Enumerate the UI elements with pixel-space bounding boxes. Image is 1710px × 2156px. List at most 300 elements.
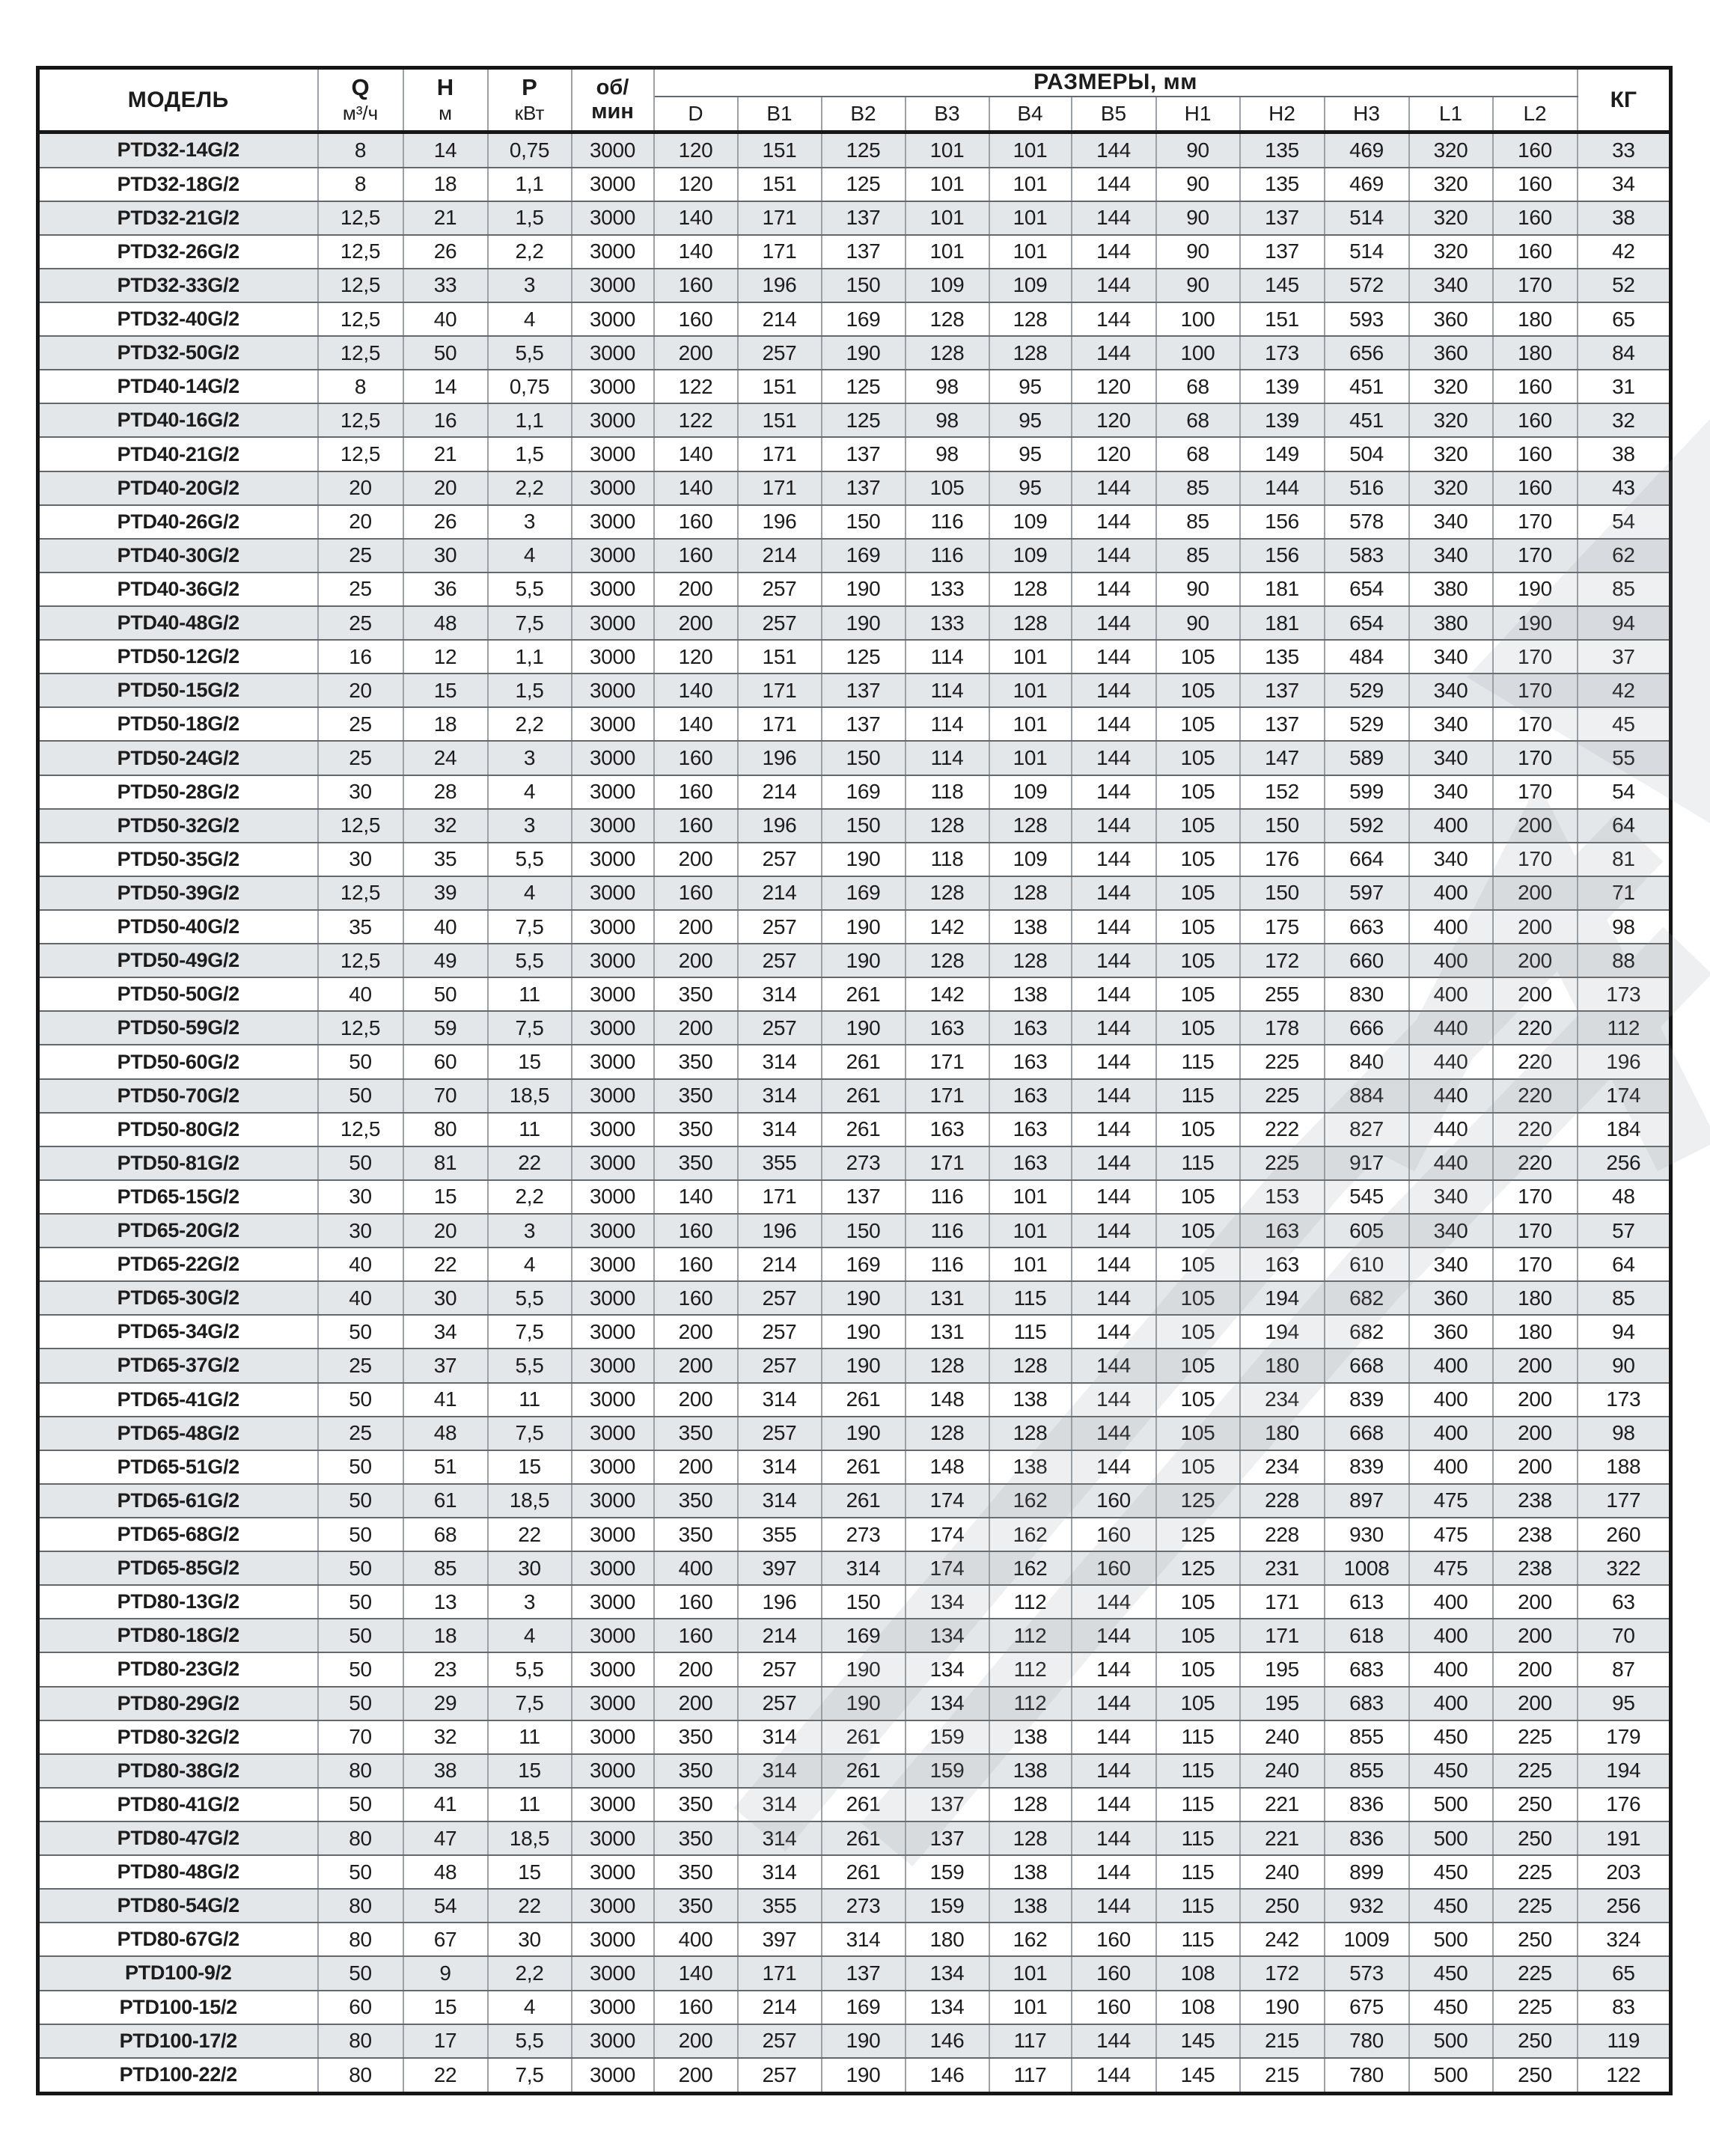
cell-value: 221	[1240, 1821, 1325, 1855]
cell-value: 160	[1493, 370, 1578, 403]
header-rpm	[572, 68, 654, 132]
cell-value: 90	[1156, 201, 1240, 235]
cell-value: 50	[403, 977, 488, 1011]
table-row	[38, 1956, 1671, 1990]
cell-value: 450	[1409, 1956, 1493, 1990]
cell-value: 8	[318, 132, 403, 168]
cell-value: 3000	[572, 1551, 654, 1585]
cell-value: 340	[1409, 843, 1493, 876]
header-p-label: Р	[522, 74, 537, 101]
cell-value: 151	[1240, 302, 1325, 336]
cell-value: 400	[1409, 809, 1493, 843]
table-row	[38, 741, 1671, 775]
cell-value: 68	[1156, 403, 1240, 437]
cell-value: 116	[906, 1214, 989, 1248]
cell-value: 3000	[572, 707, 654, 741]
cell-value: 190	[822, 336, 906, 370]
cell-model: PTD50-15G/2	[38, 674, 318, 707]
cell-value: 25	[318, 572, 403, 606]
cell-value: 170	[1493, 674, 1578, 707]
cell-value: 196	[738, 741, 822, 775]
cell-value: 450	[1409, 1754, 1493, 1788]
cell-value: 225	[1240, 1045, 1325, 1078]
cell-value: 170	[1493, 1180, 1578, 1214]
cell-value: 37	[403, 1349, 488, 1382]
cell-value: 324	[1578, 1923, 1671, 1956]
cell-value: 148	[906, 1383, 989, 1417]
cell-value: 3000	[572, 876, 654, 910]
cell-value: 4	[488, 1991, 572, 2024]
cell-value: 234	[1240, 1383, 1325, 1417]
cell-value: 163	[989, 1079, 1072, 1113]
cell-value: 3000	[572, 1349, 654, 1382]
cell-value: 504	[1325, 437, 1409, 471]
cell-value: 142	[906, 910, 989, 944]
cell-value: 105	[1156, 1180, 1240, 1214]
cell-value: 440	[1409, 1113, 1493, 1146]
cell-value: 12,5	[318, 201, 403, 235]
cell-value: 144	[1072, 1214, 1156, 1248]
cell-value: 225	[1493, 1991, 1578, 2024]
cell-value: 3000	[572, 1991, 654, 2024]
cell-value: 214	[738, 876, 822, 910]
cell-value: 50	[318, 1045, 403, 1078]
cell-value: 144	[1072, 1889, 1156, 1923]
cell-model: PTD50-40G/2	[38, 910, 318, 944]
cell-value: 656	[1325, 336, 1409, 370]
cell-value: 144	[1072, 809, 1156, 843]
cell-value: 146	[906, 2058, 989, 2094]
cell-value: 780	[1325, 2024, 1409, 2058]
cell-value: 350	[654, 1146, 738, 1180]
cell-value: 32	[403, 809, 488, 843]
cell-value: 29	[403, 1687, 488, 1720]
cell-value: 400	[1409, 1383, 1493, 1417]
cell-value: 109	[989, 269, 1072, 302]
cell-value: 400	[654, 1923, 738, 1956]
cell-value: 160	[654, 1619, 738, 1652]
cell-value: 451	[1325, 403, 1409, 437]
cell-value: 163	[906, 1011, 989, 1045]
cell-value: 3000	[572, 1417, 654, 1450]
cell-value: 28	[403, 775, 488, 809]
cell-value: 171	[738, 235, 822, 269]
cell-value: 190	[822, 1281, 906, 1315]
cell-value: 855	[1325, 1720, 1409, 1754]
cell-value: 105	[1156, 876, 1240, 910]
cell-value: 469	[1325, 168, 1409, 201]
cell-value: 340	[1409, 1214, 1493, 1248]
table-row	[38, 269, 1671, 302]
cell-value: 0,75	[488, 132, 572, 168]
cell-value: 400	[1409, 1687, 1493, 1720]
cell-value: 1,5	[488, 674, 572, 707]
cell-value: 42	[1578, 235, 1671, 269]
cell-value: 7,5	[488, 1011, 572, 1045]
cell-value: 682	[1325, 1281, 1409, 1315]
cell-model: PTD50-28G/2	[38, 775, 318, 809]
cell-value: 257	[738, 1281, 822, 1315]
cell-value: 150	[1240, 809, 1325, 843]
cell-value: 257	[738, 1315, 822, 1349]
cell-value: 151	[738, 168, 822, 201]
cell-value: 159	[906, 1754, 989, 1788]
cell-value: 105	[1156, 1113, 1240, 1146]
cell-value: 195	[1240, 1687, 1325, 1720]
cell-value: 314	[738, 1855, 822, 1889]
cell-value: 171	[906, 1146, 989, 1180]
cell-value: 17	[403, 2024, 488, 2058]
cell-value: 151	[738, 132, 822, 168]
table-row	[38, 1248, 1671, 1281]
cell-model: PTD32-40G/2	[38, 302, 318, 336]
cell-value: 250	[1493, 1788, 1578, 1821]
cell-value: 190	[822, 1011, 906, 1045]
cell-value: 122	[654, 403, 738, 437]
cell-value: 144	[1072, 539, 1156, 572]
cell-value: 128	[906, 944, 989, 977]
cell-value: 2,2	[488, 1956, 572, 1990]
cell-value: 160	[654, 302, 738, 336]
cell-value: 144	[1072, 843, 1156, 876]
cell-value: 101	[989, 741, 1072, 775]
cell-value: 484	[1325, 640, 1409, 674]
cell-value: 11	[488, 977, 572, 1011]
cell-value: 250	[1493, 1821, 1578, 1855]
cell-value: 1,5	[488, 201, 572, 235]
cell-value: 137	[822, 674, 906, 707]
cell-value: 839	[1325, 1450, 1409, 1484]
cell-value: 115	[1156, 1821, 1240, 1855]
cell-value: 242	[1240, 1923, 1325, 1956]
cell-value: 131	[906, 1315, 989, 1349]
cell-value: 14	[403, 370, 488, 403]
table-row	[38, 1113, 1671, 1146]
cell-value: 4	[488, 1248, 572, 1281]
cell-value: 225	[1493, 1956, 1578, 1990]
cell-value: 18,5	[488, 1079, 572, 1113]
cell-model: PTD50-50G/2	[38, 977, 318, 1011]
cell-value: 314	[738, 1045, 822, 1078]
cell-value: 128	[906, 1349, 989, 1382]
cell-value: 599	[1325, 775, 1409, 809]
cell-value: 350	[654, 1045, 738, 1078]
cell-value: 18	[403, 707, 488, 741]
cell-value: 214	[738, 539, 822, 572]
cell-value: 139	[1240, 403, 1325, 437]
cell-value: 20	[403, 1214, 488, 1248]
cell-value: 3000	[572, 1720, 654, 1754]
cell-value: 322	[1578, 1551, 1671, 1585]
cell-value: 240	[1240, 1754, 1325, 1788]
cell-value: 160	[1072, 1518, 1156, 1551]
cell-value: 261	[822, 1855, 906, 1889]
table-row	[38, 1991, 1671, 2024]
cell-value: 194	[1240, 1281, 1325, 1315]
cell-value: 109	[989, 505, 1072, 539]
cell-value: 214	[738, 302, 822, 336]
cell-value: 200	[1493, 977, 1578, 1011]
cell-value: 200	[654, 1652, 738, 1686]
cell-value: 152	[1240, 775, 1325, 809]
cell-value: 597	[1325, 876, 1409, 910]
cell-value: 137	[1240, 201, 1325, 235]
cell-model: PTD65-51G/2	[38, 1450, 318, 1484]
cell-value: 3000	[572, 403, 654, 437]
cell-value: 87	[1578, 1652, 1671, 1686]
cell-value: 3	[488, 1214, 572, 1248]
cell-value: 54	[403, 1889, 488, 1923]
cell-value: 200	[1493, 1585, 1578, 1619]
cell-value: 105	[1156, 1383, 1240, 1417]
cell-model: PTD100-22/2	[38, 2058, 318, 2094]
header-size-H2: H2	[1240, 97, 1325, 132]
cell-value: 3000	[572, 539, 654, 572]
cell-value: 144	[1072, 1821, 1156, 1855]
cell-value: 3000	[572, 1518, 654, 1551]
cell-value: 355	[738, 1518, 822, 1551]
cell-value: 138	[989, 1754, 1072, 1788]
cell-value: 16	[318, 640, 403, 674]
cell-value: 314	[738, 1383, 822, 1417]
cell-value: 105	[1156, 1652, 1240, 1686]
cell-value: 170	[1493, 741, 1578, 775]
cell-value: 50	[318, 1518, 403, 1551]
cell-value: 95	[989, 471, 1072, 505]
cell-value: 15	[403, 1180, 488, 1214]
cell-value: 12,5	[318, 809, 403, 843]
cell-value: 261	[822, 1450, 906, 1484]
table-row	[38, 2058, 1671, 2094]
cell-value: 22	[488, 1146, 572, 1180]
cell-value: 109	[906, 269, 989, 302]
cell-value: 261	[822, 1754, 906, 1788]
cell-value: 148	[906, 1450, 989, 1484]
cell-value: 60	[318, 1991, 403, 2024]
cell-value: 98	[1578, 910, 1671, 944]
cell-value: 190	[822, 1315, 906, 1349]
cell-value: 140	[654, 674, 738, 707]
cell-value: 3000	[572, 1450, 654, 1484]
table-row	[38, 707, 1671, 741]
cell-value: 80	[318, 1889, 403, 1923]
cell-value: 144	[1072, 1720, 1156, 1754]
cell-value: 80	[318, 1923, 403, 1956]
cell-value: 90	[1578, 1349, 1671, 1382]
cell-value: 12,5	[318, 1011, 403, 1045]
table-row	[38, 1180, 1671, 1214]
cell-value: 105	[1156, 910, 1240, 944]
cell-value: 200	[654, 1349, 738, 1382]
cell-value: 160	[654, 775, 738, 809]
cell-model: PTD80-32G/2	[38, 1720, 318, 1754]
cell-value: 125	[822, 640, 906, 674]
cell-model: PTD32-18G/2	[38, 168, 318, 201]
cell-value: 41	[403, 1383, 488, 1417]
cell-value: 144	[1072, 505, 1156, 539]
cell-value: 47	[403, 1821, 488, 1855]
cell-value: 81	[403, 1146, 488, 1180]
table-row	[38, 1214, 1671, 1248]
table-row	[38, 471, 1671, 505]
cell-value: 137	[1240, 235, 1325, 269]
cell-model: PTD50-18G/2	[38, 707, 318, 741]
cell-value: 225	[1240, 1146, 1325, 1180]
cell-value: 170	[1493, 269, 1578, 302]
cell-model: PTD50-35G/2	[38, 843, 318, 876]
table-row	[38, 1484, 1671, 1518]
cell-value: 170	[1493, 843, 1578, 876]
table-row	[38, 572, 1671, 606]
cell-value: 160	[1072, 1551, 1156, 1585]
cell-value: 5,5	[488, 336, 572, 370]
cell-value: 137	[906, 1821, 989, 1855]
cell-value: 32	[1578, 403, 1671, 437]
cell-model: PTD80-54G/2	[38, 1889, 318, 1923]
cell-value: 144	[1072, 1180, 1156, 1214]
cell-value: 105	[1156, 775, 1240, 809]
cell-value: 836	[1325, 1788, 1409, 1821]
cell-value: 3	[488, 505, 572, 539]
cell-value: 682	[1325, 1315, 1409, 1349]
cell-value: 144	[1240, 471, 1325, 505]
cell-value: 160	[654, 1214, 738, 1248]
cell-value: 545	[1325, 1180, 1409, 1214]
cell-value: 159	[906, 1720, 989, 1754]
table-row	[38, 1551, 1671, 1585]
cell-value: 3	[488, 741, 572, 775]
cell-value: 172	[1240, 1956, 1325, 1990]
cell-model: PTD40-36G/2	[38, 572, 318, 606]
cell-value: 105	[1156, 1315, 1240, 1349]
header-size-H3: H3	[1325, 97, 1409, 132]
cell-value: 273	[822, 1518, 906, 1551]
cell-value: 184	[1578, 1113, 1671, 1146]
cell-value: 196	[1578, 1045, 1671, 1078]
cell-value: 200	[1493, 876, 1578, 910]
cell-value: 827	[1325, 1113, 1409, 1146]
cell-value: 133	[906, 606, 989, 640]
cell-value: 174	[906, 1551, 989, 1585]
cell-value: 169	[822, 539, 906, 572]
cell-value: 200	[654, 843, 738, 876]
cell-value: 314	[738, 1450, 822, 1484]
table-row	[38, 674, 1671, 707]
cell-model: PTD80-47G/2	[38, 1821, 318, 1855]
cell-value: 40	[403, 302, 488, 336]
cell-value: 256	[1578, 1146, 1671, 1180]
cell-value: 2,2	[488, 235, 572, 269]
cell-value: 176	[1240, 843, 1325, 876]
cell-value: 160	[654, 269, 738, 302]
cell-value: 114	[906, 640, 989, 674]
cell-model: PTD50-49G/2	[38, 944, 318, 977]
cell-value: 171	[906, 1079, 989, 1113]
cell-value: 80	[318, 2024, 403, 2058]
cell-model: PTD50-39G/2	[38, 876, 318, 910]
cell-value: 4	[488, 539, 572, 572]
cell-value: 134	[906, 1687, 989, 1720]
cell-value: 668	[1325, 1417, 1409, 1450]
cell-value: 250	[1493, 2024, 1578, 2058]
cell-value: 340	[1409, 1180, 1493, 1214]
header-h-unit: м	[439, 101, 452, 124]
cell-value: 112	[989, 1687, 1072, 1720]
cell-value: 12,5	[318, 302, 403, 336]
header-kg: КГ	[1578, 68, 1671, 132]
cell-value: 144	[1072, 1450, 1156, 1484]
cell-value: 61	[403, 1484, 488, 1518]
cell-value: 514	[1325, 201, 1409, 235]
cell-value: 3000	[572, 1045, 654, 1078]
cell-value: 170	[1493, 640, 1578, 674]
cell-value: 144	[1072, 1011, 1156, 1045]
cell-value: 105	[1156, 1619, 1240, 1652]
cell-value: 8	[318, 168, 403, 201]
cell-value: 128	[989, 572, 1072, 606]
cell-value: 95	[989, 403, 1072, 437]
cell-value: 14	[403, 132, 488, 168]
cell-value: 450	[1409, 1991, 1493, 2024]
cell-value: 683	[1325, 1687, 1409, 1720]
table-row	[38, 606, 1671, 640]
cell-value: 314	[738, 1788, 822, 1821]
cell-value: 65	[1578, 302, 1671, 336]
cell-value: 200	[1493, 1652, 1578, 1686]
cell-value: 85	[1578, 572, 1671, 606]
cell-value: 95	[989, 437, 1072, 471]
cell-value: 22	[403, 1248, 488, 1281]
cell-value: 163	[989, 1045, 1072, 1078]
cell-value: 178	[1240, 1011, 1325, 1045]
cell-value: 50	[318, 1383, 403, 1417]
cell-value: 120	[654, 132, 738, 168]
cell-value: 140	[654, 471, 738, 505]
cell-value: 160	[654, 1248, 738, 1281]
cell-value: 3000	[572, 606, 654, 640]
cell-value: 125	[1156, 1518, 1240, 1551]
cell-value: 160	[1072, 1484, 1156, 1518]
cell-value: 450	[1409, 1720, 1493, 1754]
cell-value: 400	[1409, 1619, 1493, 1652]
cell-value: 475	[1409, 1518, 1493, 1551]
cell-value: 21	[403, 437, 488, 471]
cell-value: 160	[654, 1991, 738, 2024]
table-row	[38, 876, 1671, 910]
cell-value: 101	[989, 1991, 1072, 2024]
cell-value: 257	[738, 1349, 822, 1382]
cell-value: 20	[403, 471, 488, 505]
cell-value: 261	[822, 1079, 906, 1113]
cell-value: 70	[1578, 1619, 1671, 1652]
cell-value: 131	[906, 1281, 989, 1315]
table-row	[38, 1652, 1671, 1686]
cell-value: 930	[1325, 1518, 1409, 1551]
cell-value: 314	[822, 1551, 906, 1585]
cell-value: 101	[989, 707, 1072, 741]
cell-value: 450	[1409, 1855, 1493, 1889]
cell-value: 144	[1072, 1855, 1156, 1889]
cell-value: 180	[1240, 1417, 1325, 1450]
cell-model: PTD65-41G/2	[38, 1383, 318, 1417]
cell-value: 196	[738, 1214, 822, 1248]
cell-model: PTD40-21G/2	[38, 437, 318, 471]
cell-value: 105	[1156, 707, 1240, 741]
cell-value: 144	[1072, 1045, 1156, 1078]
cell-value: 101	[989, 132, 1072, 168]
cell-value: 48	[403, 606, 488, 640]
header-sizes: РАЗМЕРЫ, мм	[654, 68, 1578, 97]
